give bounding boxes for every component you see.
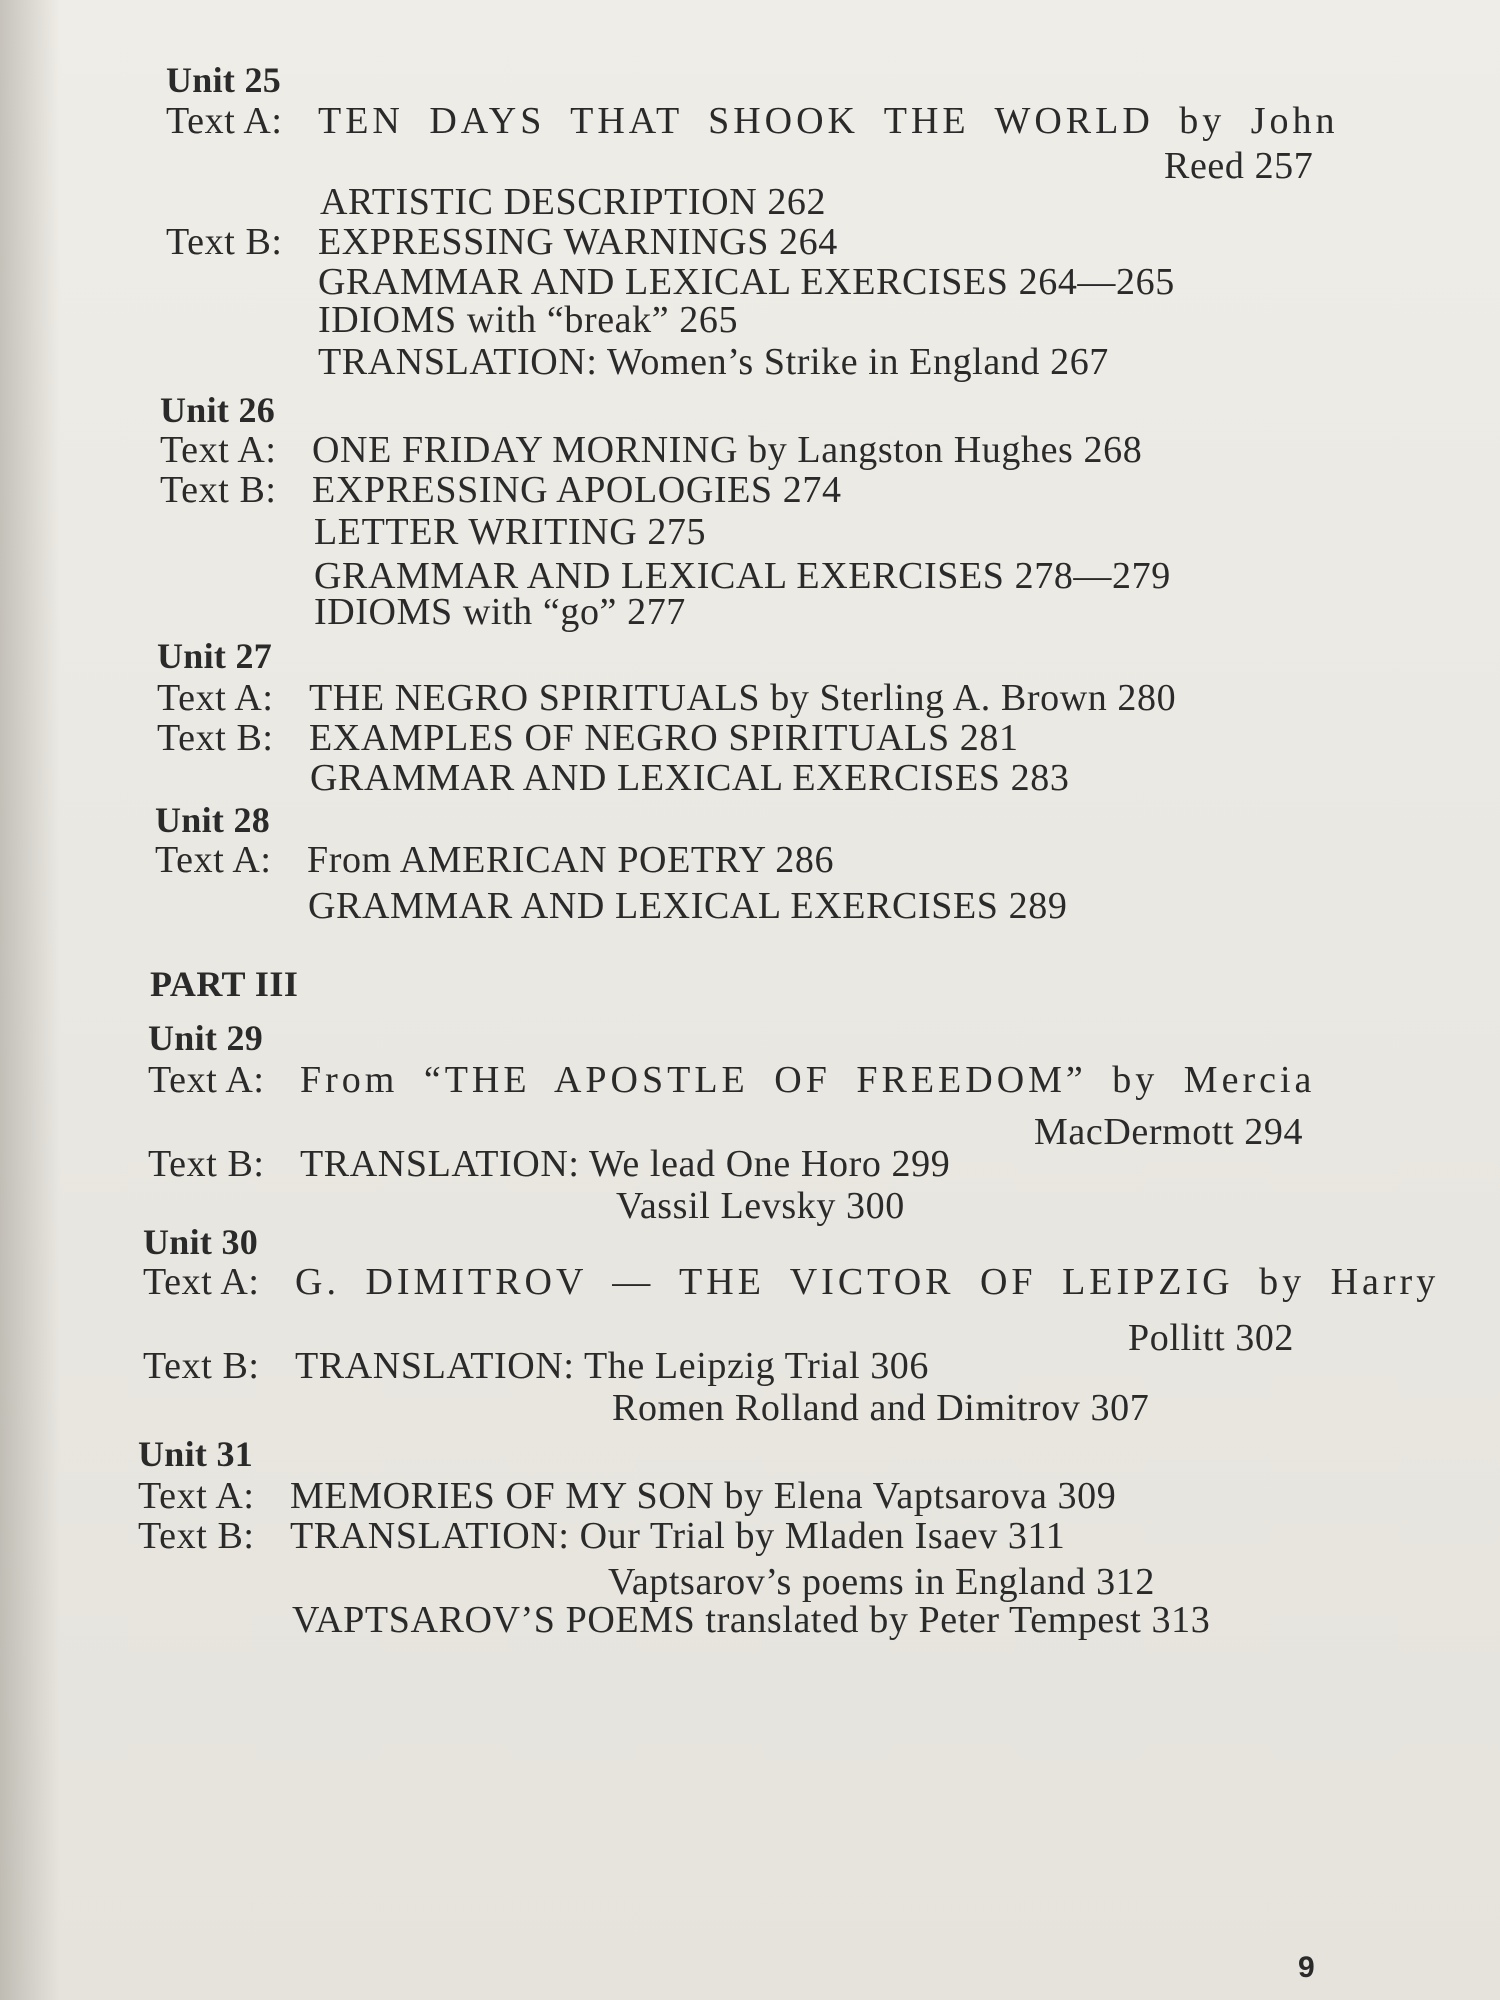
unit-25-text-a-title-cont: Reed 257 <box>1164 145 1314 187</box>
unit-29-text-b-title-cont: Vassil Levsky 300 <box>616 1185 905 1227</box>
text-b-label: Text B: <box>148 1143 265 1185</box>
unit-26-letter-writing: LETTER WRITING 275 <box>314 511 707 553</box>
unit-27-text-b <box>157 718 1019 758</box>
unit-30-text-b <box>143 1346 929 1386</box>
unit-27-text-b-title: EXAMPLES OF NEGRO SPIRITUALS 281 <box>309 717 1019 759</box>
unit-27-text-a-title: THE NEGRO SPIRITUALS by Sterling A. Brown 280 <box>309 677 1177 719</box>
unit-31-text-b <box>138 1516 1065 1556</box>
unit-29-text-a-title-cont: MacDermott 294 <box>1034 1111 1304 1153</box>
unit-31-text-a-title: MEMORIES OF MY SON by Elena Vaptsarova 309 <box>290 1475 1117 1517</box>
unit-26-idioms: IDIOMS with “go” 277 <box>314 591 686 633</box>
text-b-label: Text B: <box>166 221 283 263</box>
unit-25-text-a-title: TEN DAYS THAT SHOOK THE WORLD by John <box>318 100 1339 142</box>
unit-28-text-a <box>155 840 834 880</box>
unit-30-heading: Unit 30 <box>143 1222 259 1262</box>
part-iii-heading: PART III <box>150 964 299 1004</box>
text-b-label: Text B: <box>138 1515 255 1557</box>
unit-30-text-b-title: TRANSLATION: The Leipzig Trial 306 <box>295 1345 930 1387</box>
unit-25-text-a <box>166 101 1339 141</box>
unit-28-grammar-exercises: GRAMMAR AND LEXICAL EXERCISES 289 <box>308 885 1068 927</box>
unit-27-grammar-exercises: GRAMMAR AND LEXICAL EXERCISES 283 <box>310 757 1070 799</box>
unit-27-heading: Unit 27 <box>157 636 273 676</box>
unit-26-text-a-title: ONE FRIDAY MORNING by Langston Hughes 268 <box>312 429 1143 471</box>
unit-25-heading: Unit 25 <box>166 60 282 100</box>
unit-28-text-a-title: From AMERICAN POETRY 286 <box>307 839 835 881</box>
unit-26-grammar-exercises: GRAMMAR AND LEXICAL EXERCISES 278—279 <box>314 555 1171 597</box>
unit-28-heading: Unit 28 <box>155 800 271 840</box>
unit-30-text-a-title: G. DIMITROV — THE VICTOR OF LEIPZIG by Harry <box>295 1261 1440 1303</box>
unit-26-text-b-title: EXPRESSING APOLOGIES 274 <box>312 469 842 511</box>
unit-30-text-a <box>143 1262 1439 1302</box>
unit-25-text-b <box>166 222 838 262</box>
text-a-label: Text A: <box>138 1475 255 1517</box>
unit-26-heading: Unit 26 <box>160 390 276 430</box>
unit-25-translation: TRANSLATION: Women’s Strike in England 267 <box>318 341 1109 383</box>
text-a-label: Text A: <box>166 100 283 142</box>
unit-29-text-a-title: From “THE APOSTLE OF FREEDOM” by Mercia <box>300 1059 1316 1101</box>
unit-25-artistic-description: ARTISTIC DESCRIPTION 262 <box>320 181 827 223</box>
text-a-label: Text A: <box>157 677 274 719</box>
text-a-label: Text A: <box>160 429 277 471</box>
unit-26-text-a <box>160 430 1142 470</box>
unit-25-idioms: IDIOMS with “break” 265 <box>318 299 739 341</box>
unit-30-text-a-title-cont: Pollitt 302 <box>1128 1317 1295 1359</box>
text-b-label: Text B: <box>160 469 277 511</box>
page-gutter-shadow <box>0 0 60 2000</box>
unit-26-text-b <box>160 470 842 510</box>
unit-30-text-b-title-cont: Romen Rolland and Dimitrov 307 <box>612 1387 1150 1429</box>
text-a-label: Text A: <box>143 1261 260 1303</box>
unit-31-text-b-title: TRANSLATION: Our Trial by Mladen Isaev 311 <box>290 1515 1066 1557</box>
text-b-label: Text B: <box>143 1345 260 1387</box>
unit-29-text-b-title: TRANSLATION: We lead One Horo 299 <box>300 1143 951 1185</box>
text-a-label: Text A: <box>155 839 272 881</box>
text-b-label: Text B: <box>157 717 274 759</box>
unit-31-text-a <box>138 1476 1116 1516</box>
page-number: 9 <box>1298 1951 1315 1984</box>
unit-29-text-a <box>148 1060 1315 1100</box>
unit-31-heading: Unit 31 <box>138 1434 254 1474</box>
unit-29-heading: Unit 29 <box>148 1018 264 1058</box>
unit-25-grammar-exercises: GRAMMAR AND LEXICAL EXERCISES 264—265 <box>318 261 1175 303</box>
unit-31-text-b-title-cont: Vaptsarov’s poems in England 312 <box>608 1561 1155 1603</box>
unit-29-text-b <box>148 1144 950 1184</box>
unit-31-vaptsarov-poems: VAPTSAROV’S POEMS translated by Peter Tempest 313 <box>292 1599 1211 1641</box>
text-a-label: Text A: <box>148 1059 265 1101</box>
unit-27-text-a <box>157 678 1176 718</box>
unit-25-text-b-title: EXPRESSING WARNINGS 264 <box>318 221 838 263</box>
